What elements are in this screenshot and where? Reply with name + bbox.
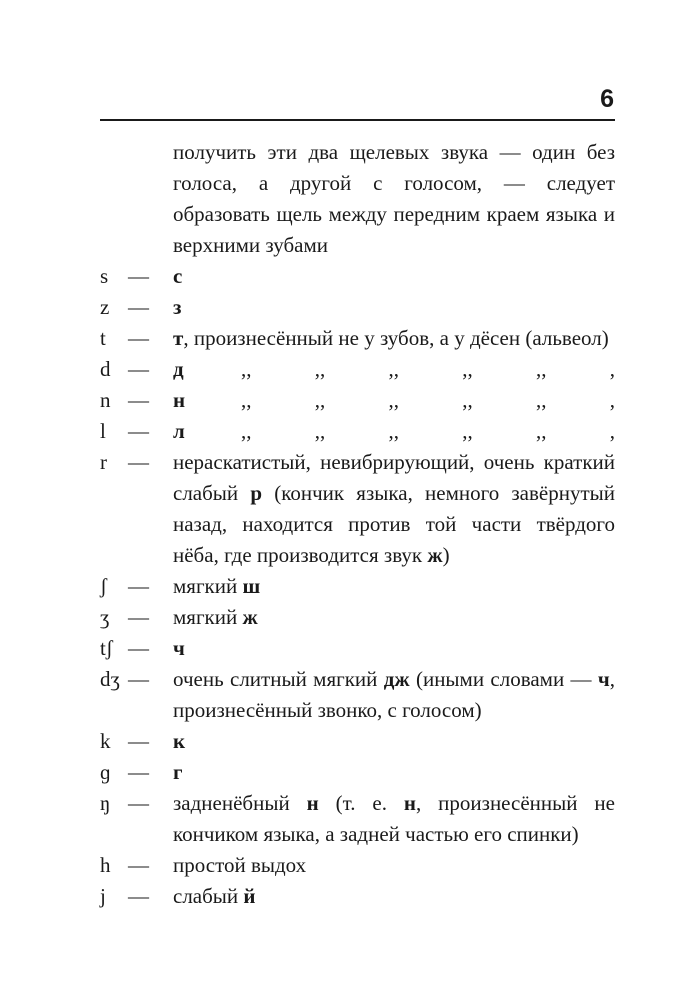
dash: —: [128, 450, 149, 474]
list-item: [100, 447, 615, 571]
page-number: 6: [600, 85, 614, 113]
phonetic-symbol: j: [100, 884, 106, 908]
ditto-marks: [241, 354, 615, 385]
description: [173, 292, 615, 323]
description: [173, 385, 615, 416]
russian-letter: й: [243, 884, 256, 908]
ditto-mark: ,,: [462, 419, 473, 443]
ditto-mark: ,,: [314, 388, 326, 412]
ditto-mark: ,,: [536, 357, 547, 381]
russian-letter: з: [173, 295, 182, 319]
dash: —: [128, 605, 149, 629]
description: [173, 788, 615, 850]
ditto-mark: ,,: [536, 419, 547, 443]
phonetic-symbol: dʒ: [100, 667, 120, 691]
phonetic-symbol: d: [100, 357, 111, 381]
dash: —: [128, 419, 149, 443]
description-text: простой выдох: [173, 853, 307, 877]
description: [173, 354, 615, 385]
russian-letter: ч: [597, 667, 610, 691]
ditto-mark: ,: [609, 357, 615, 381]
list-item: [100, 850, 615, 881]
header-rule: [100, 119, 615, 121]
russian-letter: с: [173, 264, 183, 288]
description: [173, 261, 615, 292]
ditto-mark: ,,: [388, 419, 399, 443]
phonetic-symbol: ɡ: [100, 760, 111, 784]
russian-letter: ч: [173, 636, 185, 660]
ditto-mark: ,,: [388, 357, 399, 381]
ditto-mark: ,,: [241, 388, 252, 412]
russian-letter: н: [173, 388, 186, 412]
list-item: [100, 261, 615, 292]
phonetic-symbol: l: [100, 419, 106, 443]
dash: —: [128, 729, 149, 753]
ditto-mark: ,: [609, 388, 615, 412]
ditto-mark: ,,: [462, 388, 473, 412]
russian-letter: р: [250, 481, 263, 505]
list-item: [100, 726, 615, 757]
phonetic-symbol: tʃ: [100, 636, 113, 660]
list-item: [100, 788, 615, 850]
ditto-mark: ,,: [314, 357, 326, 381]
description-text: нераскатистый, невибрирующий, очень краткий слабый: [173, 450, 615, 505]
description-text: , произнесённый не у зубов, а у дёсен (альвеол): [183, 326, 609, 350]
russian-letter: ж: [242, 605, 258, 629]
description: [173, 757, 615, 788]
description-text: задненёбный: [173, 791, 307, 815]
list-item: [100, 354, 615, 385]
phonetic-symbol: k: [100, 729, 111, 753]
dash: —: [128, 884, 149, 908]
russian-letter: дж: [383, 667, 410, 691]
ditto-mark: ,,: [314, 419, 326, 443]
ditto-mark: ,,: [536, 388, 547, 412]
description-text: мягкий: [173, 574, 243, 598]
dash: —: [128, 295, 149, 319]
dash: —: [128, 853, 149, 877]
description-text: , произнесённый звонко, с голосом): [173, 667, 615, 722]
description: [173, 881, 615, 912]
russian-letter: ш: [242, 574, 261, 598]
description: [173, 850, 615, 881]
ditto-mark: ,,: [462, 357, 473, 381]
phonetic-symbol: r: [100, 450, 107, 474]
phonetic-symbol: h: [100, 853, 111, 877]
ditto-marks: [241, 385, 615, 416]
russian-letter: н: [306, 791, 319, 815]
list-item: [100, 633, 615, 664]
phonetic-symbol: ʒ: [100, 605, 110, 629]
list-item: [100, 602, 615, 633]
dash: —: [128, 636, 149, 660]
phonetic-symbol: s: [100, 264, 109, 288]
list-item: [100, 881, 615, 912]
russian-letter: г: [173, 760, 183, 784]
russian-letter: д: [173, 357, 184, 381]
list-item: [100, 385, 615, 416]
intro-paragraph: получить эти два щелевых звука — один без голоса, а другой с голосом, — следует образовать щель между передним краем языка и верхними зубами: [173, 140, 615, 257]
page-content: [100, 137, 615, 912]
phonetic-symbol: n: [100, 388, 111, 412]
list-item: [100, 571, 615, 602]
ditto-mark: ,,: [388, 388, 399, 412]
dash: —: [128, 357, 149, 381]
description: [173, 602, 615, 633]
description: [173, 323, 615, 354]
description-text: (кончик языка, немного завёрнутый назад, находится против той части твёрдого нёба, где производится звук: [173, 481, 616, 567]
russian-letter: к: [173, 729, 186, 753]
dash: —: [128, 667, 149, 691]
description: [173, 571, 615, 602]
russian-letter: ж: [427, 543, 443, 567]
dash: —: [128, 791, 149, 815]
description: [173, 633, 615, 664]
phonetic-symbol: z: [100, 295, 110, 319]
russian-letter: т: [173, 326, 184, 350]
ditto-mark: ,: [609, 419, 615, 443]
description-text: ): [442, 543, 450, 567]
phonetic-symbol: t: [100, 326, 106, 350]
list-item: [100, 323, 615, 354]
description-text: (иными словами —: [409, 667, 598, 691]
dash: —: [128, 388, 149, 412]
description: [173, 447, 615, 571]
description: [173, 664, 615, 726]
dash: —: [128, 264, 149, 288]
description-text: слабый: [173, 884, 244, 908]
russian-letter: л: [173, 419, 185, 443]
ditto-mark: ,,: [241, 419, 252, 443]
dash: —: [128, 760, 149, 784]
list-item: [100, 664, 615, 726]
description: [173, 416, 615, 447]
description-text: (т. е.: [318, 791, 404, 815]
description: [173, 726, 615, 757]
phonetic-symbol: ʃ: [100, 574, 107, 598]
list-item: [100, 416, 615, 447]
phonetic-symbol: ŋ: [100, 791, 111, 815]
description-text: мягкий: [173, 605, 243, 629]
ditto-marks: [241, 416, 615, 447]
list-item: [100, 292, 615, 323]
description-text: , произнесённый не кончиком языка, а задней частью его спинки): [173, 791, 615, 846]
russian-letter: н: [403, 791, 416, 815]
ditto-mark: ,,: [241, 357, 252, 381]
description-text: очень слитный мягкий: [173, 667, 384, 691]
list-item: [100, 757, 615, 788]
dash: —: [128, 326, 149, 350]
dash: —: [128, 574, 149, 598]
